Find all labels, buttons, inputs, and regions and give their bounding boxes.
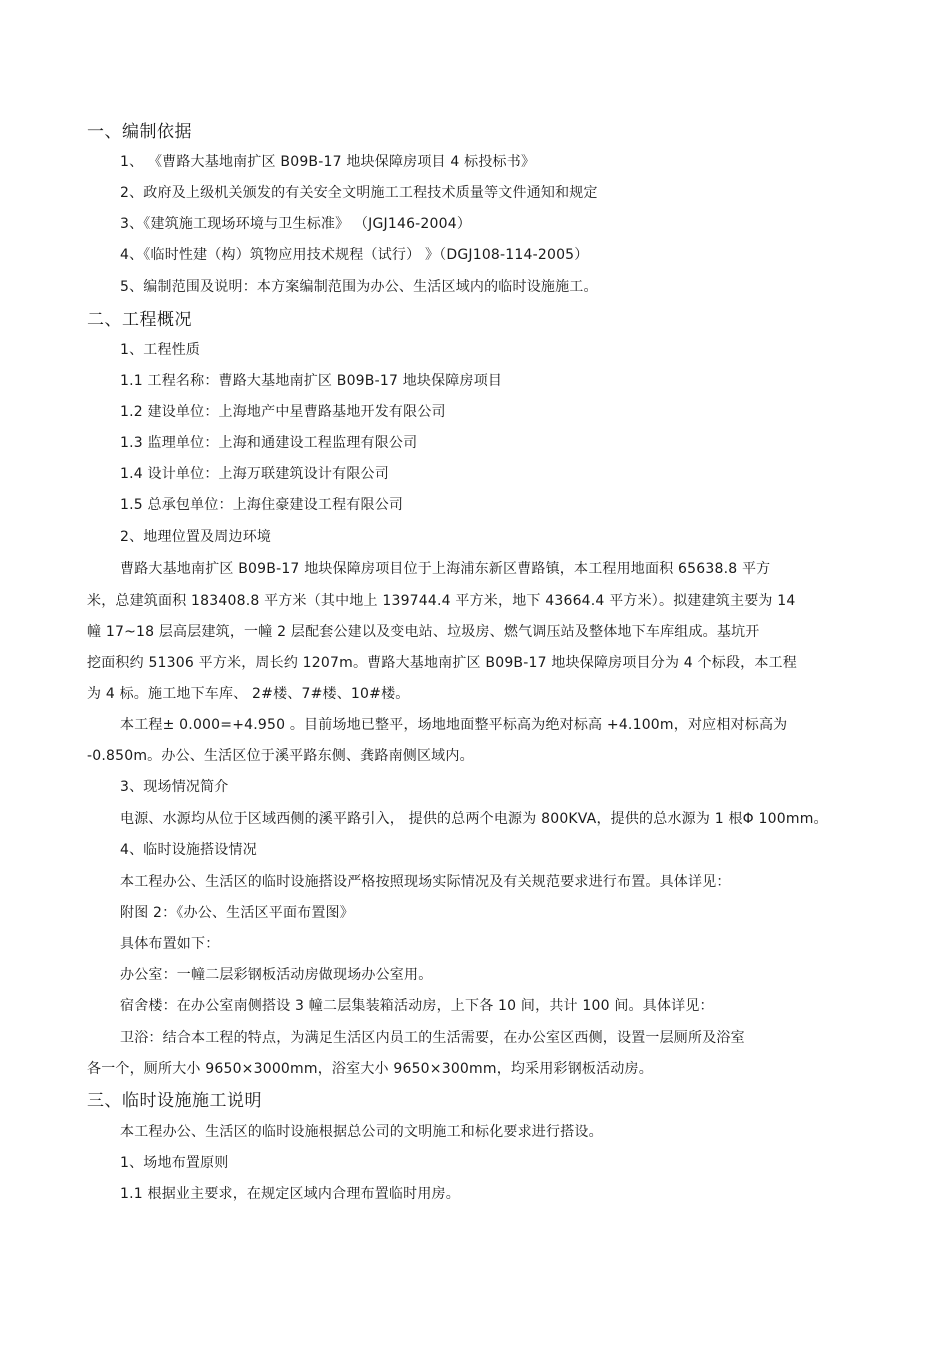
construction-subheading-layout: 1、场地布置原则: [120, 1155, 229, 1171]
location-paragraph-line: 幢 17~18 层高层建筑，一幢 2 层配套公建以及变电站、垃圾房、燃气调压站及整体地下车库组成。基坑开: [87, 624, 760, 640]
location-paragraph-line: 为 4 标。施工地下车库、 2#楼、7#楼、10#楼。: [87, 686, 410, 702]
temp-text-line: 本工程办公、生活区的临时设施搭设严格按照现场实际情况及有关规范要求进行布置。具体详见：: [120, 874, 731, 890]
temp-text-line: 附图 2：《办公、生活区平面布置图》: [120, 905, 354, 921]
basis-item-2: 2、政府及上级机关颁发的有关安全文明施工工程技术质量等文件通知和规定: [120, 185, 598, 201]
overview-project-name: 1.1 工程名称：曹路大基地南扩区 B09B-17 地块保障房项目: [120, 373, 503, 389]
overview-subheading-site: 3、现场情况简介: [120, 779, 229, 795]
overview-owner: 1.2 建设单位：上海地产中星曹路基地开发有限公司: [120, 404, 446, 420]
bath-paragraph-line: 卫浴：结合本工程的特点，为满足生活区内员工的生活需要，在办公室区西侧，设置一层厕所及浴室: [120, 1030, 745, 1046]
section-heading-overview: 二、工程概况: [87, 310, 192, 330]
location-paragraph-line: 挖面积约 51306 平方米，周长约 1207m。曹路大基地南扩区 B09B-17 地块保障房项目分为 4 个标段，本工程: [87, 655, 797, 671]
basis-item-3: 3、《建筑施工现场环境与卫生标准》 （JGJ146-2004）: [120, 216, 472, 232]
section-heading-basis: 一、编制依据: [87, 122, 192, 142]
site-power-water-text: 电源、水源均从位于区域西侧的溪平路引入， 提供的总两个电源为 800KVA，提供的总水源为 1 根Φ 100mm。: [120, 811, 828, 827]
overview-designer: 1.4 设计单位：上海万联建筑设计有限公司: [120, 466, 389, 482]
overview-subheading-location: 2、地理位置及周边环境: [120, 529, 272, 545]
temp-text-line: 具体布置如下：: [120, 936, 220, 952]
basis-item-1: 1、 《曹路大基地南扩区 B09B-17 地块保障房项目 4 标投标书》: [120, 154, 536, 170]
elevation-paragraph-line: -0.850m。办公、生活区位于溪平路东侧、龚路南侧区域内。: [87, 748, 474, 764]
temp-text-line: 办公室：一幢二层彩钢板活动房做现场办公室用。: [120, 967, 433, 983]
overview-subheading-nature: 1、工程性质: [120, 342, 201, 358]
elevation-paragraph-line: 本工程± 0.000=+4.950 。目前场地已整平，场地地面整平标高为绝对标高 +4.100m，对应相对标高为: [120, 717, 788, 733]
location-paragraph-line: 米，总建筑面积 183408.8 平方米（其中地上 139744.4 平方米，地下 43664.4 平方米）。拟建建筑主要为 14: [87, 593, 796, 609]
location-paragraph-line: 曹路大基地南扩区 B09B-17 地块保障房项目位于上海浦东新区曹路镇，本工程用地面积 65638.8 平方: [120, 561, 771, 577]
bath-paragraph-line: 各一个，厕所大小 9650×3000mm，浴室大小 9650×300mm，均采用彩钢板活动房。: [87, 1061, 653, 1077]
overview-supervisor: 1.3 监理单位：上海和通建设工程监理有限公司: [120, 435, 418, 451]
section-heading-construction: 三、临时设施施工说明: [87, 1091, 262, 1111]
overview-subheading-temp: 4、临时设施搭设情况: [120, 842, 257, 858]
basis-item-4: 4、《临时性建（构）筑物应用技术规程（试行） 》（DGJ108-114-2005）: [120, 247, 589, 263]
construction-text-line: 1.1 根据业主要求，在规定区域内合理布置临时用房。: [120, 1186, 460, 1202]
overview-contractor: 1.5 总承包单位：上海住豪建设工程有限公司: [120, 497, 404, 513]
basis-item-5: 5、编制范围及说明：本方案编制范围为办公、生活区域内的临时设施施工。: [120, 279, 598, 295]
temp-text-line: 宿舍楼：在办公室南侧搭设 3 幢二层集装箱活动房，上下各 10 间，共计 100 间。具体详见：: [120, 998, 714, 1014]
construction-text-line: 本工程办公、生活区的临时设施根据总公司的文明施工和标化要求进行搭设。: [120, 1124, 603, 1140]
